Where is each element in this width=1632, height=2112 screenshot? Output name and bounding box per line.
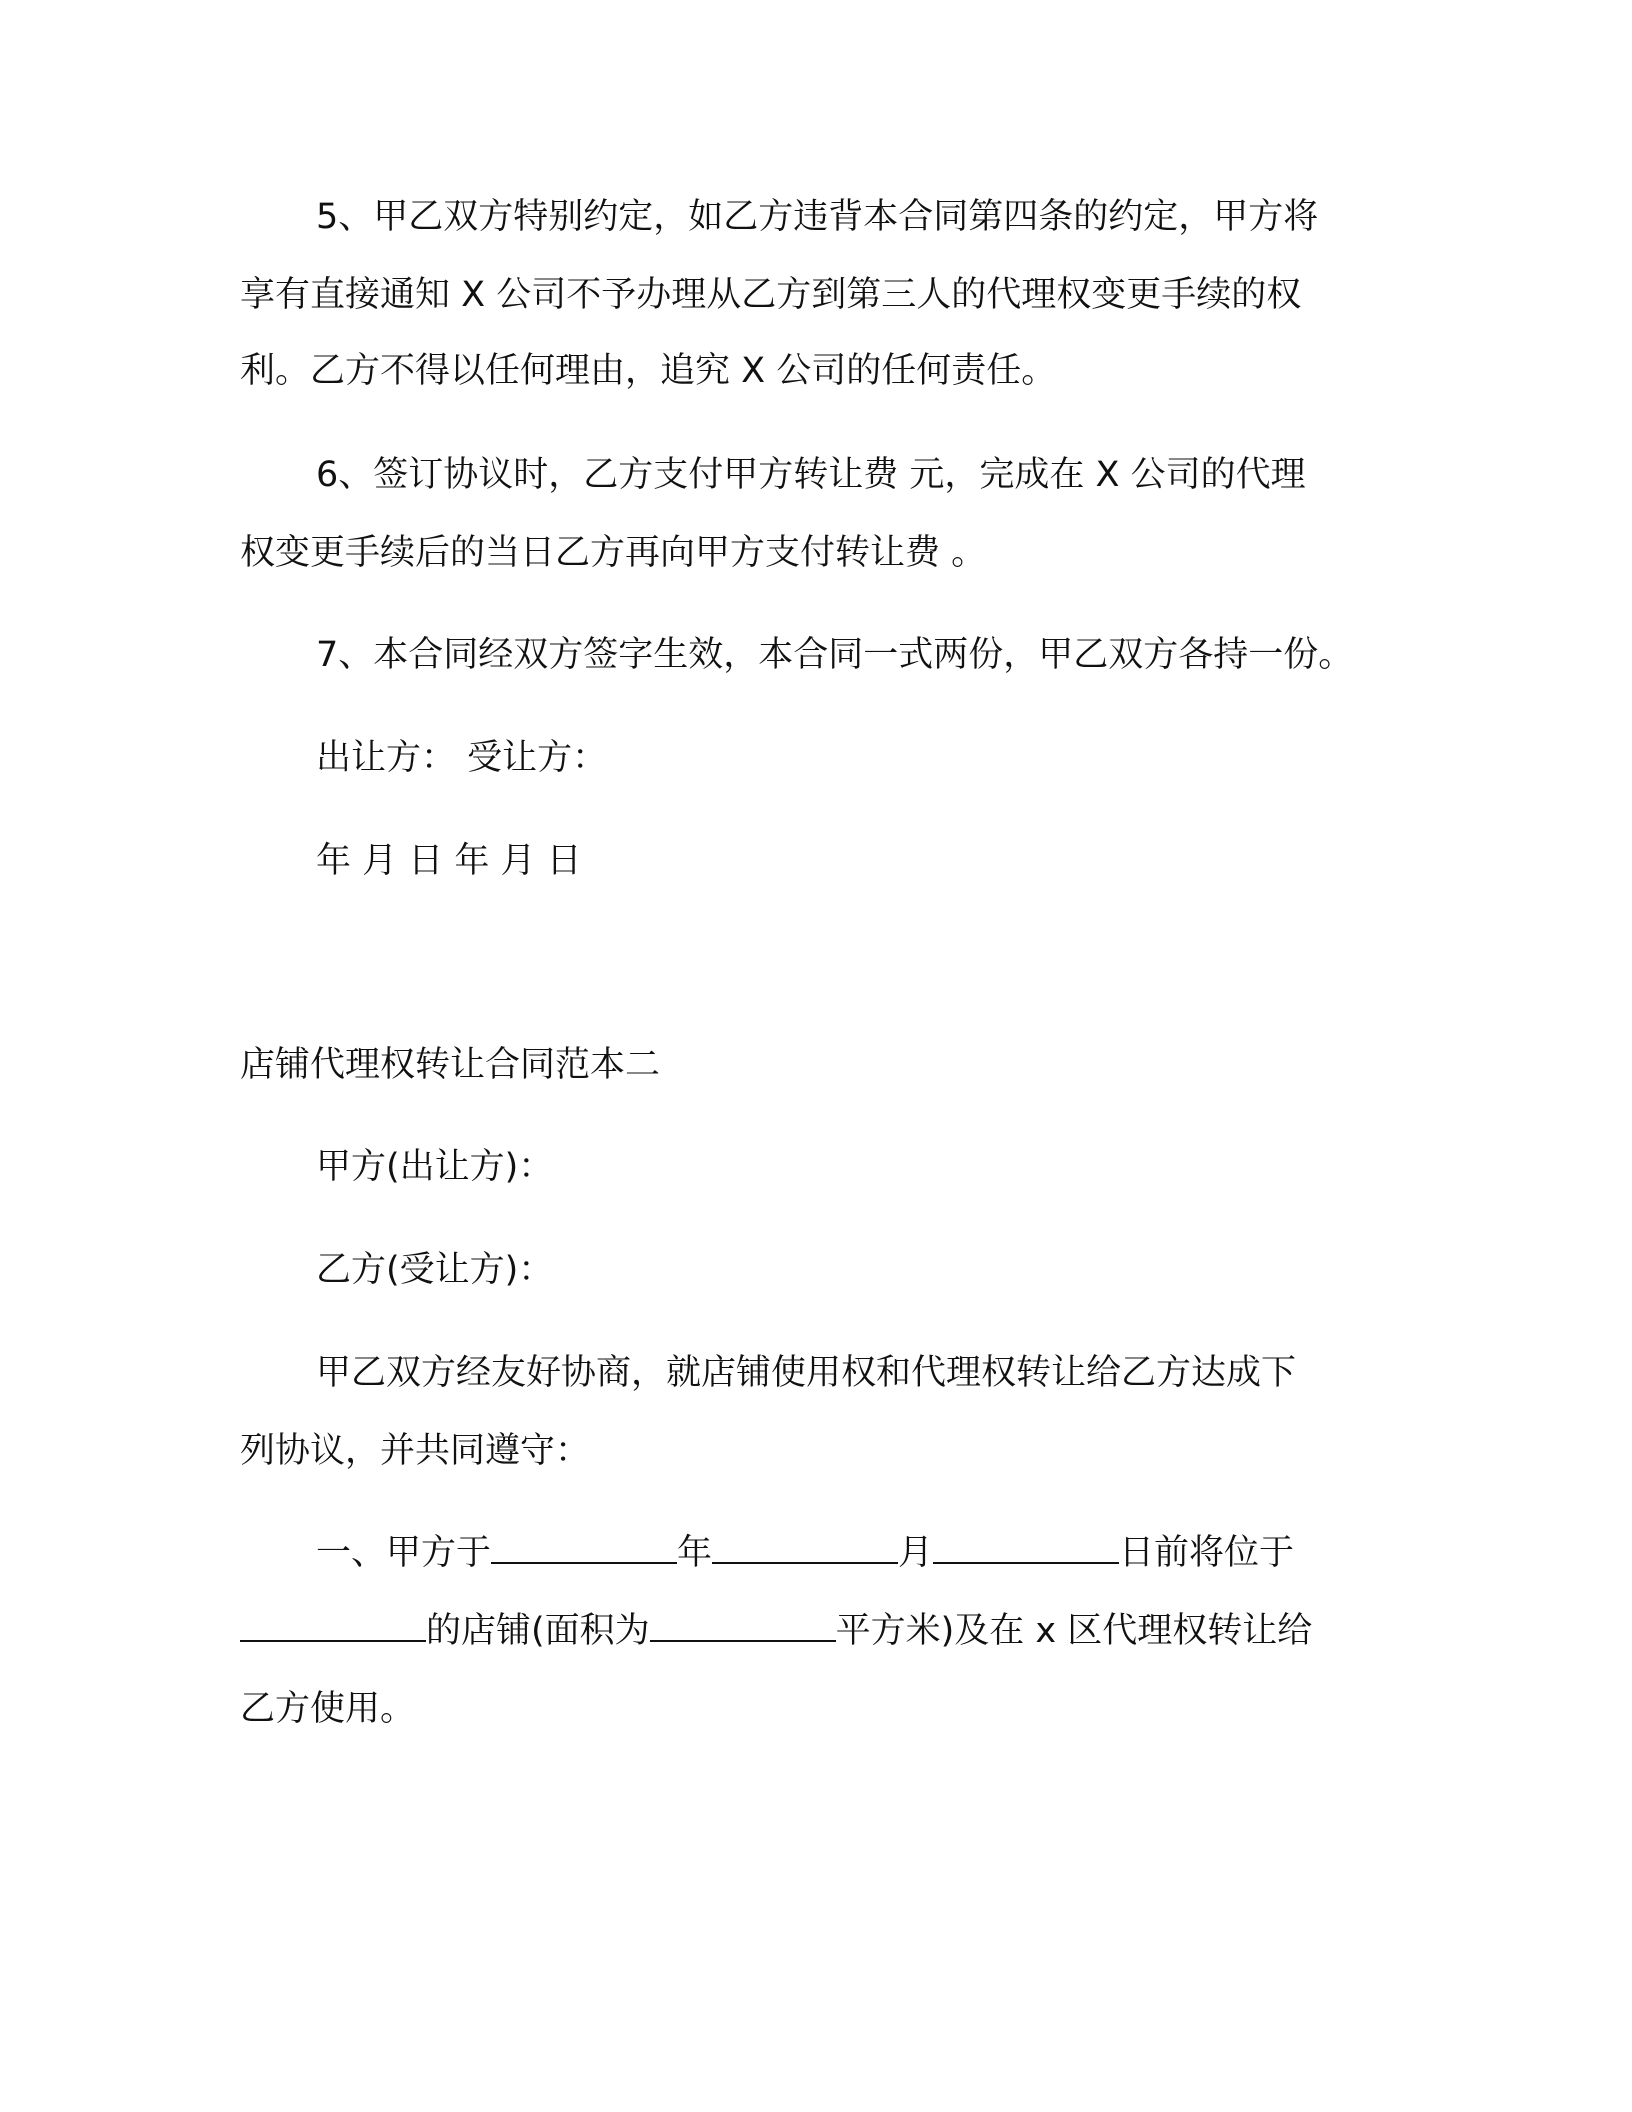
item-one-line-1 (316, 1528, 1294, 1578)
sample-two-title: 店铺代理权转让合同范本二 (240, 1045, 661, 1085)
area-blank (650, 1606, 836, 1642)
clause-6-line-2: 权变更手续后的当日乙方再向甲方支付转让费 。 (240, 533, 987, 573)
signature-parties: 出让方： 受让方： (316, 738, 608, 778)
clause-5-line-2: 享有直接通知 X 公司不予办理从乙方到第三人的代理权变更手续的权 (240, 275, 1302, 315)
agreement-intro-line-1: 甲乙双方经友好协商，就店铺使用权和代理权转让给乙方达成下 (316, 1353, 1297, 1393)
item-one-prefix: 一、甲方于 (316, 1533, 492, 1573)
day-blank (933, 1528, 1119, 1564)
agreement-intro-line-2: 列协议，并共同遵守： (240, 1431, 591, 1471)
item-one-line-3: 乙方使用。 (240, 1689, 416, 1729)
year-blank (491, 1528, 677, 1564)
party-a-label: 甲方(出让方)： (316, 1147, 554, 1187)
month-blank (712, 1528, 898, 1564)
month-label: 月 (898, 1533, 934, 1573)
party-b-label: 乙方(受让方)： (316, 1250, 554, 1290)
item-one-line-2 (240, 1606, 1312, 1656)
clause-6-line-1: 6、签订协议时，乙方支付甲方转让费 元，完成在 X 公司的代理 (316, 455, 1306, 495)
clause-7-line-1: 7、本合同经双方签字生效，本合同一式两份，甲乙双方各持一份。 (316, 635, 1354, 675)
location-blank (240, 1606, 426, 1642)
day-location-label: 日前将位于 (1119, 1533, 1295, 1573)
shop-area-label: 的店铺(面积为 (426, 1611, 650, 1651)
area-unit-label: 平方米)及在 x 区代理权转让给 (835, 1611, 1313, 1651)
clause-5-line-1: 5、甲乙双方特别约定，如乙方违背本合同第四条的约定，甲方将 (316, 197, 1319, 237)
signature-dates: 年 月 日 年 月 日 (316, 841, 582, 881)
clause-5-line-3: 利。乙方不得以任何理由，追究 X 公司的任何责任。 (240, 351, 1057, 391)
year-label: 年 (677, 1533, 713, 1573)
